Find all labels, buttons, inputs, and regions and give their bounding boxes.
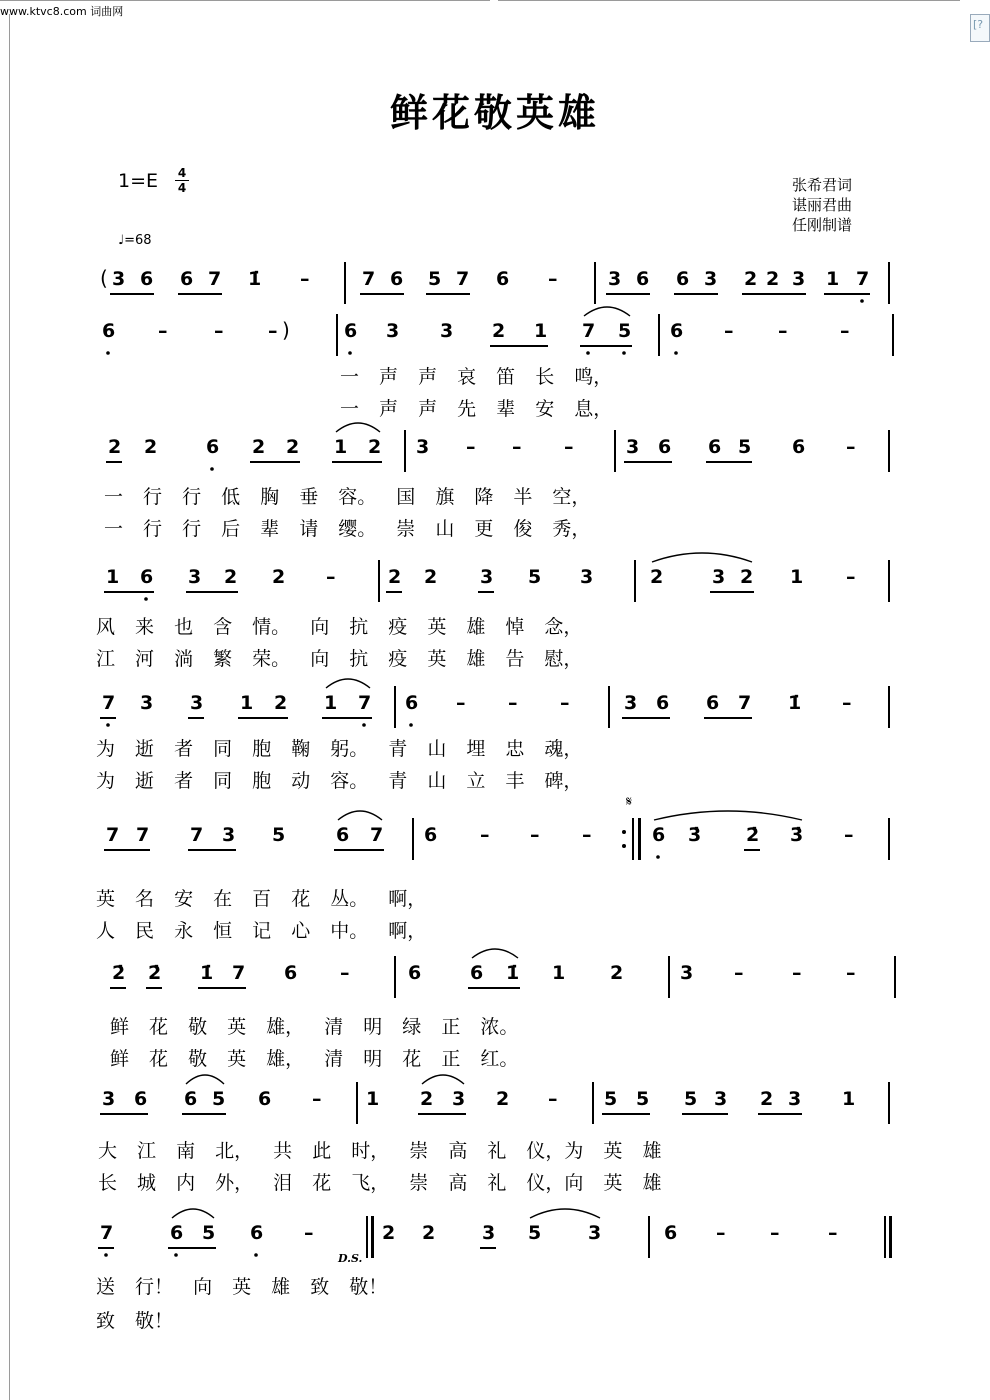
note-r3-4: 2	[252, 436, 266, 458]
lyric-row4-verse1: 风 来 也 含 情。 向 抗 疫 英 雄 悼 念，	[96, 616, 583, 638]
note-r4-8: 2	[424, 566, 438, 588]
note-r1-4: 7	[208, 268, 222, 290]
key-signature: 1=E	[118, 170, 159, 192]
note-r4-14: 2	[740, 566, 754, 588]
note-r4-3: 3	[188, 566, 202, 588]
note-r6-10: –	[530, 824, 540, 846]
lyric-row6-verse2: 人 民 永 恒 记 心 中。 啊，	[96, 920, 427, 942]
note-r3-3: 6	[206, 436, 220, 458]
note-r2-8: 2	[492, 320, 506, 342]
note-r3-17: –	[846, 436, 856, 458]
lyric-row7-verse2: 鲜 花 敬 英 雄， 清 明 花 正 红。	[110, 1048, 519, 1070]
note-r9-10: 3	[588, 1222, 602, 1244]
note-r6-7: 7	[370, 824, 384, 846]
note-r6-2: 7	[136, 824, 150, 846]
slur	[530, 1209, 600, 1218]
note-r6-16: –	[844, 824, 854, 846]
note-r2-13: –	[724, 320, 734, 342]
slur	[472, 949, 518, 958]
note-r9-13: –	[770, 1222, 780, 1244]
note-r5-16: 1̇	[788, 692, 802, 714]
watermark: www.ktvc8.com 词曲网	[0, 5, 124, 18]
note-r4-16: –	[846, 566, 856, 588]
note-r7-7: 6	[408, 962, 422, 984]
note-r1-18: 2	[766, 268, 780, 290]
note-r1-7: 7	[362, 268, 376, 290]
tempo-marking: ♩=68	[118, 233, 152, 248]
octave-dot-below	[210, 467, 214, 471]
note-r8-17: 3	[788, 1088, 802, 1110]
note-r6-13: 3̇	[688, 824, 702, 846]
note-r9-3: 5	[202, 1222, 216, 1244]
note-r8-7: 1	[366, 1088, 380, 1110]
note-r6-14: 2̇	[746, 824, 760, 846]
note-r6-12: 6	[652, 824, 666, 846]
lyric-row5-verse1: 为 逝 者 同 胞 鞠 躬。 青 山 埋 忠 魂，	[96, 738, 583, 760]
note-r7-15: –	[846, 962, 856, 984]
note-r8-16: 2	[760, 1088, 774, 1110]
note-r4-4: 2	[224, 566, 238, 588]
note-r4-1: 1	[106, 566, 120, 588]
note-r5-17: –	[842, 692, 852, 714]
note-r2-15: –	[840, 320, 850, 342]
slur	[422, 1075, 464, 1084]
note-r7-2: 2̇	[148, 962, 162, 984]
note-r7-14: –	[792, 962, 802, 984]
lyric-row4-verse2: 江 河 淌 繁 荣。 向 抗 疫 英 雄 告 慰，	[96, 648, 583, 670]
slur	[326, 679, 370, 688]
slur	[336, 423, 380, 432]
note-r1-3: 6	[180, 268, 194, 290]
note-r1-20: 1	[826, 268, 840, 290]
time-denominator: 4	[175, 180, 189, 195]
song-title: 鲜花敬英雄	[389, 90, 600, 135]
note-r3-2: 2	[144, 436, 158, 458]
note-r4-11: 3	[580, 566, 594, 588]
note-r9-14: –	[828, 1222, 838, 1244]
close-paren: )	[282, 318, 290, 342]
segno-sign: 𝄋	[626, 794, 633, 810]
slur	[654, 811, 802, 820]
note-r2-1: 6	[102, 320, 116, 342]
note-r7-1: 2̇	[112, 962, 126, 984]
note-r1-14: 6	[636, 268, 650, 290]
octave-dot-below	[174, 1253, 178, 1257]
lyric-row2-verse2: 一 声 声 先 辈 安 息，	[340, 398, 613, 420]
note-r5-13: 6	[656, 692, 670, 714]
note-r2-7: 3	[440, 320, 454, 342]
note-r6-5: 5	[272, 824, 286, 846]
note-r1-11: 6	[496, 268, 510, 290]
note-r6-11: –	[582, 824, 592, 846]
note-r4-7: 2	[388, 566, 402, 588]
note-r9-4: 6	[250, 1222, 264, 1244]
note-r7-6: –	[340, 962, 350, 984]
note-r9-1: 7	[100, 1222, 114, 1244]
note-r9-7: 2	[422, 1222, 436, 1244]
note-r7-10: 1	[552, 962, 566, 984]
note-r5-8: 6	[405, 692, 419, 714]
octave-dot-below	[586, 351, 590, 355]
note-r5-2: 3	[140, 692, 154, 714]
note-r8-2: 6	[134, 1088, 148, 1110]
octave-dot-below	[144, 597, 148, 601]
octave-dot-below	[348, 351, 352, 355]
lyric-row9-verse1: 送 行！ 向 英 雄 致 敬！	[96, 1276, 388, 1298]
note-r5-10: –	[508, 692, 518, 714]
note-r6-8: 6	[424, 824, 438, 846]
note-r3-10: –	[512, 436, 522, 458]
note-r4-6: –	[326, 566, 336, 588]
note-r4-10: 5	[528, 566, 542, 588]
lyric-row8-verse1: 大 江 南 北， 共 此 时， 崇 高 礼 仪，为 英 雄	[98, 1140, 662, 1162]
note-r1-5: 1̇	[248, 268, 262, 290]
note-r1-16: 3	[704, 268, 718, 290]
note-r6-1: 7	[106, 824, 120, 846]
note-r7-4: 7	[232, 962, 246, 984]
note-r5-3: 3	[190, 692, 204, 714]
note-r3-15: 5	[738, 436, 752, 458]
note-r9-8: 3	[482, 1222, 496, 1244]
lyric-row7-verse1: 鲜 花 敬 英 雄， 清 明 绿 正 浓。	[110, 1016, 519, 1038]
note-r1-6: –	[300, 268, 310, 290]
note-r1-8: 6	[390, 268, 404, 290]
lyric-row3-verse1: 一 行 行 低 胸 垂 容。 国 旗 降 半 空，	[104, 486, 591, 508]
note-r2-4: –	[268, 320, 278, 342]
note-r8-9: 3	[452, 1088, 466, 1110]
note-r1-2: 6	[140, 268, 154, 290]
credit-composer: 谌丽君曲	[792, 196, 853, 214]
note-r3-8: 3	[416, 436, 430, 458]
credit-transcriber: 任刚制谱	[792, 216, 853, 234]
octave-dot-below	[106, 351, 110, 355]
note-r3-13: 6	[658, 436, 672, 458]
note-r6-9: –	[480, 824, 490, 846]
note-r9-5: –	[304, 1222, 314, 1244]
note-r8-13: 5	[636, 1088, 650, 1110]
slur	[338, 811, 382, 820]
note-r2-2: –	[158, 320, 168, 342]
octave-dot-below	[622, 351, 626, 355]
note-r5-1: 7	[102, 692, 116, 714]
note-r4-2: 6	[140, 566, 154, 588]
credit-lyricist: 张希君词	[792, 176, 853, 194]
note-r5-9: –	[456, 692, 466, 714]
octave-dot-below	[860, 299, 864, 303]
repeat-dot	[622, 830, 626, 834]
dal-segno: D.S.	[338, 1252, 363, 1265]
note-r8-4: 5	[212, 1088, 226, 1110]
note-r2-12: 6	[670, 320, 684, 342]
note-r5-4: 1	[240, 692, 254, 714]
note-r8-12: 5	[604, 1088, 618, 1110]
note-r2-5: 6	[344, 320, 358, 342]
note-r5-6: 1	[324, 692, 338, 714]
note-r2-14: –	[778, 320, 788, 342]
note-r1-21: 7	[856, 268, 870, 290]
slur	[186, 1075, 224, 1084]
note-r9-2: 6	[170, 1222, 184, 1244]
note-r7-13: –	[734, 962, 744, 984]
slur	[652, 553, 752, 562]
octave-dot-below	[409, 723, 413, 727]
note-r9-12: –	[716, 1222, 726, 1244]
note-r2-3: –	[214, 320, 224, 342]
note-r6-3: 7	[190, 824, 204, 846]
time-numerator: 4	[177, 166, 187, 180]
note-r4-9: 3	[480, 566, 494, 588]
octave-dot-below	[656, 855, 660, 859]
lyric-row6-verse1: 英 名 安 在 百 花 丛。 啊，	[96, 888, 427, 910]
repeat-dot	[622, 844, 626, 848]
note-r5-14: 6	[706, 692, 720, 714]
note-r5-15: 7	[738, 692, 752, 714]
octave-dot-below	[106, 723, 110, 727]
open-paren: (	[100, 266, 108, 290]
note-r8-8: 2	[420, 1088, 434, 1110]
note-r7-11: 2	[610, 962, 624, 984]
note-r7-8: 6	[470, 962, 484, 984]
lyric-row8-verse2: 长 城 内 外， 泪 花 飞， 崇 高 礼 仪，向 英 雄	[98, 1172, 662, 1194]
note-r1-12: –	[548, 268, 558, 290]
note-r1-15: 6	[676, 268, 690, 290]
note-r8-1: 3	[102, 1088, 116, 1110]
note-r9-6: 2	[382, 1222, 396, 1244]
note-r9-9: 5	[528, 1222, 542, 1244]
note-r3-11: –	[564, 436, 574, 458]
note-r8-3: 6	[184, 1088, 198, 1110]
lyric-row3-verse2: 一 行 行 后 辈 请 缨。 崇 山 更 俊 秀，	[104, 518, 591, 540]
note-r8-6: –	[312, 1088, 322, 1110]
octave-dot-below	[254, 1253, 258, 1257]
note-r2-9: 1	[534, 320, 548, 342]
note-r7-3: 1̇	[200, 962, 214, 984]
note-r3-7: 2	[368, 436, 382, 458]
note-r8-5: 6	[258, 1088, 272, 1110]
note-r1-19: 3	[792, 268, 806, 290]
note-r1-17: 2	[744, 268, 758, 290]
note-r5-7: 7	[358, 692, 372, 714]
note-r8-11: –	[548, 1088, 558, 1110]
slur	[172, 1209, 214, 1218]
note-r2-6: 3	[386, 320, 400, 342]
note-r3-14: 6	[708, 436, 722, 458]
note-r1-13: 3	[608, 268, 622, 290]
corner-page-icon[interactable]: [?	[970, 14, 990, 42]
note-r3-6: 1	[334, 436, 348, 458]
lyric-row9-verse2: 致 敬！	[96, 1310, 174, 1332]
lyric-row5-verse2: 为 逝 者 同 胞 动 容。 青 山 立 丰 碑，	[96, 770, 583, 792]
note-r4-15: 1	[790, 566, 804, 588]
note-r6-6: 6	[336, 824, 350, 846]
note-r3-12: 3	[626, 436, 640, 458]
note-r7-12: 3	[680, 962, 694, 984]
note-r5-12: 3	[624, 692, 638, 714]
note-r7-9: 1̇	[506, 962, 520, 984]
note-r3-5: 2	[286, 436, 300, 458]
note-r2-10: 7	[582, 320, 596, 342]
note-r4-12: 2	[650, 566, 664, 588]
octave-dot-below	[362, 723, 366, 727]
note-r5-5: 2	[274, 692, 288, 714]
lyric-row2-verse1: 一 声 声 哀 笛 长 鸣，	[340, 366, 613, 388]
note-r9-11: 6	[664, 1222, 678, 1244]
octave-dot-below	[674, 351, 678, 355]
note-r7-5: 6	[284, 962, 298, 984]
note-r8-15: 3	[714, 1088, 728, 1110]
note-r4-5: 2	[272, 566, 286, 588]
note-r3-16: 6	[792, 436, 806, 458]
note-r6-15: 3̇	[790, 824, 804, 846]
note-r4-13: 3	[712, 566, 726, 588]
note-r3-1: 2	[108, 436, 122, 458]
note-r1-10: 7	[456, 268, 470, 290]
note-r5-11: –	[560, 692, 570, 714]
note-r8-14: 5	[684, 1088, 698, 1110]
octave-dot-below	[104, 1253, 108, 1257]
note-r8-18: 1	[842, 1088, 856, 1110]
note-r8-10: 2	[496, 1088, 510, 1110]
note-r2-11: 5	[618, 320, 632, 342]
slur	[584, 307, 630, 316]
note-r6-4: 3	[222, 824, 236, 846]
note-r3-9: –	[466, 436, 476, 458]
note-r1-9: 5	[428, 268, 442, 290]
note-r1-1: 3	[112, 268, 126, 290]
